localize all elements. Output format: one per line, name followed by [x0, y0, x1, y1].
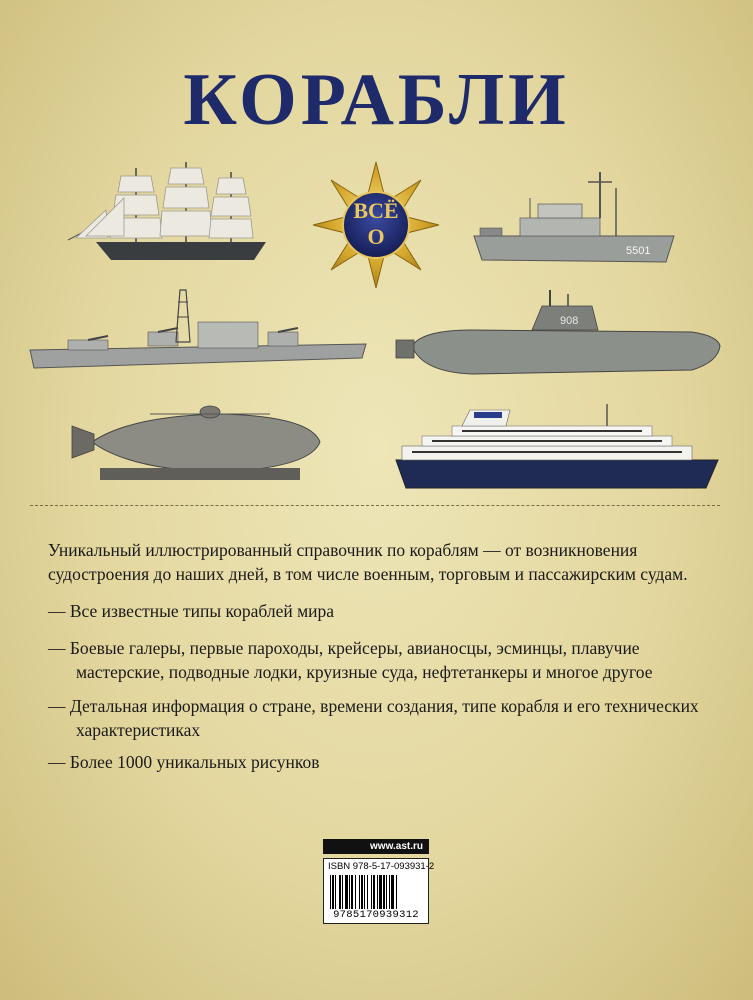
barcode-bar — [367, 875, 368, 909]
bullet-text: — Более 1000 уникальных рисунков — [48, 752, 320, 772]
barcode-bar — [396, 875, 397, 909]
barcode-bar — [379, 875, 382, 909]
barcode-bar — [361, 875, 363, 909]
badge-line-2: О — [367, 224, 385, 249]
barcode-bar — [386, 875, 387, 909]
barcode-bar — [391, 875, 394, 909]
series-badge — [311, 160, 441, 290]
bullet-item — [48, 750, 718, 774]
bullet-item — [48, 636, 718, 684]
barcode-bar — [371, 875, 372, 909]
barcode-number: 9785170939312 — [326, 909, 426, 921]
barcode-bar — [349, 875, 350, 909]
barcode-bar — [373, 875, 375, 909]
hull-number-5501: 5501 — [626, 245, 651, 257]
badge-line-1: ВСЁ — [353, 198, 399, 223]
barcode-bar — [332, 875, 334, 909]
barcode-bar — [389, 875, 390, 909]
barcode-bar — [364, 875, 365, 909]
barcode-bar — [383, 875, 385, 909]
isbn-text: ISBN 978-5-17-093931-2 — [328, 861, 435, 872]
bullet-item — [48, 599, 718, 623]
barcode-bar — [342, 875, 343, 909]
barcode-bar — [339, 875, 341, 909]
barcode-icon — [330, 875, 424, 909]
bullet-text: — Детальная информация о стране, времени создания, типе корабля и его технических характеристиках — [48, 696, 699, 740]
bullet-text: — Все известные типы кораблей мира — [48, 601, 335, 621]
minesweeper-illustration — [470, 168, 680, 264]
book-title: КОРАБЛИ — [183, 59, 570, 141]
barcode-bar — [359, 875, 360, 909]
early-submarine-illustration — [70, 402, 322, 484]
barcode-bar — [335, 875, 336, 909]
bullet-text: — Боевые галеры, первые пароходы, крейсеры, авианосцы, эсминцы, плавучие мастерские, подводные лодки, круизные суда, нефтетанкеры и многое другое — [48, 638, 653, 682]
bullet-item — [48, 694, 718, 742]
hull-number-908: 908 — [560, 315, 579, 327]
intro-paragraph: Уникальный иллюстрированный справочник по кораблям — от возникновения судостроения до наших дней, в том числе военным, торговым и пассажирским судам. — [48, 540, 688, 584]
destroyer-illustration — [28, 282, 368, 374]
cruise-ferry-illustration — [392, 400, 722, 492]
barcode-panel — [323, 858, 435, 924]
barcode-bar — [345, 875, 348, 909]
barcode-bar — [330, 875, 331, 909]
barcode-bar — [355, 875, 356, 909]
sailing-ship-illustration — [66, 160, 276, 265]
barcode-bar — [377, 875, 378, 909]
publisher-website: www.ast.ru — [323, 839, 429, 854]
section-divider — [30, 505, 720, 506]
barcode-bar — [351, 875, 353, 909]
submarine-illustration — [392, 284, 724, 380]
